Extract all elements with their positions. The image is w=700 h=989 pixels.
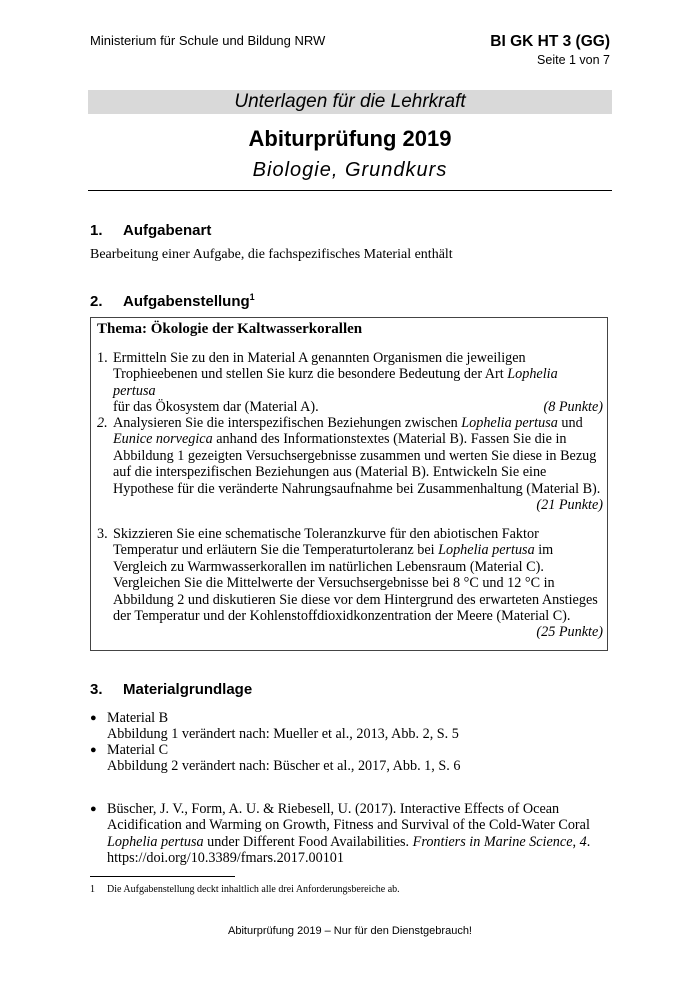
title-divider <box>88 190 612 191</box>
exam-code: BI GK HT 3 (GG) <box>490 33 610 50</box>
task-item <box>97 415 603 513</box>
task-line: Vergleich zu Warmwasserkorallen im natürlichen Lebensraum (Material C). <box>113 558 544 575</box>
task-line <box>113 399 603 415</box>
task-line: Abbildung 1 gezeigten Versuchsergebnisse zusammen und werten Sie diese in Bezug <box>113 447 597 464</box>
section-2-heading <box>90 292 255 310</box>
task-line: auf die interspezifischen Beziehungen aus (Material B). Entwickeln Sie eine <box>113 464 547 481</box>
task-line: Skizzieren Sie eine schematische Toleranzkurve für den abiotischen Faktor <box>113 526 539 542</box>
section-number: 2. <box>90 293 103 310</box>
species-name: Eunice norvegica <box>113 431 213 448</box>
species-name: Lophelia pertusa <box>107 833 204 850</box>
reference-line: Acidification and Warming on Growth, Fitness and Survival of the Cold-Water Coral <box>107 817 590 834</box>
page-title: Abiturprüfung 2019 <box>248 126 452 151</box>
task-number: 2. <box>97 415 108 431</box>
species-name: Lophelia pertusa <box>438 542 535 559</box>
task-line <box>113 542 603 558</box>
task-line: Abbildung 2 und diskutieren Sie diese vor dem Hintergrund des erwarteten Anstieges <box>113 591 598 608</box>
bullet-icon: ● <box>90 803 97 815</box>
material-source: Abbildung 2 verändert nach: Büscher et al., 2017, Abb. 1, S. 6 <box>107 758 461 775</box>
reference-item <box>90 801 610 867</box>
section-number: 1. <box>90 222 103 239</box>
footnote-number: 1 <box>90 884 95 895</box>
footnote <box>90 884 400 895</box>
task-points: (21 Punkte) <box>536 497 603 514</box>
task-line <box>113 415 603 431</box>
task-points: (8 Punkte) <box>543 399 603 416</box>
page-footer: Abiturprüfung 2019 – Nur für den Dienstgebrauch! <box>228 925 472 937</box>
section-title: Aufgabenstellung <box>123 293 250 310</box>
task-number: 3. <box>97 526 108 542</box>
task-line <box>113 366 603 399</box>
task-theme: Thema: Ökologie der Kaltwasserkorallen <box>97 321 363 337</box>
footnote-text: Die Aufgabenstellung deckt inhaltlich alle drei Anforderungsbereiche ab. <box>107 884 400 895</box>
task-line: Vergleichen Sie die Mittelwerte der Versuchsergebnisse bei 8 °C und 12 °C in <box>113 575 555 592</box>
journal-volume: 4 <box>579 833 587 850</box>
reference-line <box>107 834 610 850</box>
section-title: Aufgabenart <box>123 222 212 239</box>
material-title: Material B <box>107 710 169 726</box>
task-points: (25 Punkte) <box>536 624 603 641</box>
task-line: Ermitteln Sie zu den in Material A genannten Organismen die jeweiligen <box>113 350 526 366</box>
material-title: Material C <box>107 742 169 758</box>
footnote-divider <box>90 876 235 877</box>
task-line: der Temperatur und der Kohlenstoffdioxidkonzentration der Meere (Material C). <box>113 608 571 625</box>
task-line: Hypothese für die veränderte Nahrungsaufnahme bei Zusammenhaltung (Material B). <box>113 480 601 497</box>
task-number: 1. <box>97 350 108 366</box>
species-name: Lophelia pertusa <box>461 415 558 431</box>
task-item <box>97 526 603 641</box>
section-number: 3. <box>90 681 103 698</box>
reference-separator: , <box>572 833 580 850</box>
section-1-heading <box>90 222 211 239</box>
page-subtitle: Biologie, Grundkurs <box>252 159 448 181</box>
reference-doi: https://doi.org/10.3389/fmars.2017.00101 <box>107 850 344 867</box>
reference-end: . <box>586 833 591 850</box>
section-title: Materialgrundlage <box>123 681 253 698</box>
material-item <box>90 742 610 775</box>
task-item <box>97 350 603 416</box>
material-source: Abbildung 1 verändert nach: Mueller et al., 2013, Abb. 2, S. 5 <box>107 726 459 743</box>
bullet-icon: ● <box>90 744 97 756</box>
task-text: und <box>557 415 583 431</box>
task-text: für das Ökosystem dar (Material A). <box>113 399 319 416</box>
task-text: Temperatur und erläutern Sie die Temperaturtoleranz bei <box>113 542 439 559</box>
journal-name: Frontiers in Marine Science <box>412 833 573 850</box>
task-line <box>113 431 603 447</box>
task-text: im <box>534 542 554 559</box>
section-1-text: Bearbeitung einer Aufgabe, die fachspezifisches Material enthält <box>90 247 453 262</box>
teacher-banner: Unterlagen für die Lehrkraft <box>88 90 612 114</box>
page-info: Seite 1 von 7 <box>537 53 610 67</box>
material-item <box>90 710 610 743</box>
task-text: anhand des Informationstextes (Material B). Fassen Sie die in <box>212 431 567 448</box>
bullet-icon: ● <box>90 712 97 724</box>
species-name: Lophelia pertusa <box>113 366 558 399</box>
reference-text: under Different Food Availabilities. <box>203 833 413 850</box>
footnote-marker: 1 <box>249 292 255 302</box>
ministry-name: Ministerium für Schule und Bildung NRW <box>90 33 326 48</box>
task-text: Analysieren Sie die interspezifischen Beziehungen zwischen <box>113 415 462 431</box>
reference-line: Büscher, J. V., Form, A. U. & Riebesell, U. (2017). Interactive Effects of Ocean <box>107 801 560 817</box>
section-3-heading <box>90 681 252 698</box>
task-text: Trophieebenen und stellen Sie kurz die besondere Bedeutung der Art <box>113 366 508 383</box>
